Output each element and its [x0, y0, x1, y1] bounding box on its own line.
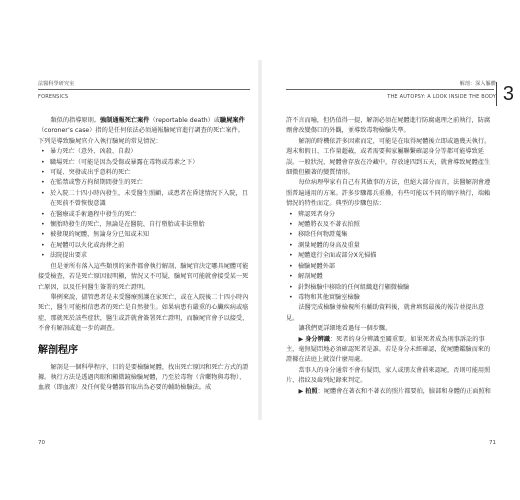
list-item: • 測量屍體的身高及重量: [286, 241, 496, 251]
list-item: • 解剖屍體: [286, 272, 496, 282]
running-head-en: THE AUTOPSY: A LOOK INSIDE THE BODY: [387, 94, 496, 100]
bold-term: 身分辨識: [305, 335, 330, 343]
text-run: （reportable death）或: [149, 117, 221, 124]
header-rule: [38, 89, 250, 90]
paragraph-7: 當事人的身分通常不會有疑問，家人或朋友會前來認屍，否則可能用照片、指紋及齒列紀錄來判定。: [286, 366, 491, 385]
paragraph-1: 許不言而喻，但仍值得一提，解剖必須在屍體進行防腐處理之前執行，防腐劑會改變傷口的外觀，並導致毒物檢驗失準。: [286, 117, 491, 135]
chapter-number: 3: [496, 82, 514, 106]
list-item: • 在醫療或手術過程中發生的死亡: [38, 210, 250, 220]
paragraph-2: 但是並所有落入這些類別的案件都會執行解剖，驗屍官決定哪具屍體可能接受檢查，若是死亡原因很明顯，情況又不可疑，驗屍官可能就會接受某一死亡原因，以及任何醫生簽署的死亡證明。: [38, 262, 249, 291]
list-item: • 於入院二十四小時內發生，未受醫生照顧，或患者在昏迷情況下入院，且在死前不曾恢復意識: [38, 189, 250, 210]
list-item: • 屍體將衣及不著衣拍照: [286, 220, 496, 230]
list-item: • 可疑、突發或出乎意料的死亡: [38, 168, 250, 178]
paragraph-6: [286, 335, 496, 366]
list-item: • 職場死亡（可能是因為受傷或暴露在毒物或毒素之下）: [38, 158, 250, 168]
running-head-en: FORENSICS: [38, 94, 69, 100]
list-item: • 針對檢驗中移除的任何組織進行顯微檢驗: [286, 283, 496, 293]
paragraph-4: 解剖是一個科學程序，目的是要檢驗屍體，找出死亡原因和死亡方式的證據。執行方法是透過肉眼和顯微鏡檢驗屍體，乃至於毒物（含藥物與毒物）、血液（即血液）及任何從身體器官取出為必要的輔助檢驗法。成: [38, 363, 249, 392]
text-run: ：屍體會在著衣和不著衣的照片都要拍，臉部和身體的正面照和: [317, 387, 491, 395]
list-item: • 在屍體可以火化或海葬之前: [38, 241, 250, 251]
list-item: • 懷胎時發生的死亡，無論是在醫院、自行墮胎或非法墮胎: [38, 220, 250, 230]
paragraph-1: [38, 116, 250, 147]
section-heading: 解剖程序: [38, 344, 78, 356]
paragraph-5: 讓我們更詳細地看過每一個步驟。: [298, 325, 392, 333]
page-number: 71: [489, 440, 496, 446]
running-head-cn: 解剖：深入軀體: [459, 81, 496, 87]
list-item: • 暴力死亡（意外、凶殺、自殺）: [38, 147, 250, 157]
list-item: • 檢驗屍體外部: [286, 262, 496, 272]
list-item: • 毒物和其他實驗室檢驗: [286, 293, 496, 303]
right-body-text: [286, 116, 496, 397]
paragraph-8: [286, 387, 496, 397]
header-rule: [286, 89, 494, 90]
right-page: [262, 0, 520, 500]
bold-term: 拍照: [305, 387, 318, 395]
text-run: ：死者的身分辨識至關重要。如果死者成為刑事訴訟的事主，毫無疑問地必須確認死者是誰。若是身分未經確認，從屍體鑑驗而來的證據在法庭上就沒什麼用處。: [286, 335, 491, 364]
text-run: ▶: [298, 387, 306, 395]
left-body-text: [38, 116, 250, 394]
list-item: • 法院提出要求: [38, 251, 250, 261]
list-item: • 屍體進行全面或部分X光掃描: [286, 251, 496, 261]
list-item: • 被發現的屍體，無論身分已知或未知: [38, 230, 250, 240]
bold-term: 驗屍案件: [220, 117, 245, 124]
list-item: • 辨認死者身分: [286, 210, 496, 220]
text-run: （coroner’s case）指的是任何依法必須通報驗屍官進行調查的死亡案件。下列是導致驗屍官介入執行驗屍的常見情況：: [38, 127, 244, 145]
paragraph-4: 法醫完成檢驗並檢視所有輔助資料後，就會填寫最後的報告並提出意見。: [286, 304, 485, 322]
paragraph-3: 舉例來說，儘管患者是未受醫療照護在家死亡，或在入院後二十四小時內死亡，醫生可能相信患者的死亡是自然發生。如果病患有嚴重的心臟疾病或癌症，那就死於該些症狀，醫生或許就會簽署死亡證明，而驗屍官會予以接受，不會有解剖或進一步的調查。: [38, 293, 249, 333]
text-run: ▶: [298, 335, 306, 343]
list-item: • 在監禁或警方拘留期間發生的死亡: [38, 178, 250, 188]
list-item: • 移除任何物證蒐集: [286, 230, 496, 240]
bullet-list: [286, 210, 496, 304]
text-run: 類似的指導原則。: [50, 117, 100, 124]
bullet-list: [38, 147, 250, 261]
paragraph-3: 每位病理學家有自己有其做事的方法，但絕大部分而言，法醫解剖會遵照普遍通用的方案。許多步驟都兵重疊，有些可能以不同的順序執行，端賴情況的特性而定。典型的步驟包括：: [286, 179, 491, 208]
paragraph-2: 解剖的時機依許多因素而定，可能是在取得屍體後立即或過幾天執行。週末和假日、工作量超載，或者需要與家屬聯繫確認身分等都可能導致延誤。一般狀況，屍體會存放在冷藏中，存放達四到五天，就會導致屍體產生細微但顯著的變質情形。: [286, 137, 491, 177]
page-number: 70: [38, 440, 45, 446]
bold-term: 強制通報死亡案件: [100, 117, 150, 124]
left-page: [0, 0, 258, 500]
running-head-cn: 法醫科學研究室: [38, 81, 75, 87]
